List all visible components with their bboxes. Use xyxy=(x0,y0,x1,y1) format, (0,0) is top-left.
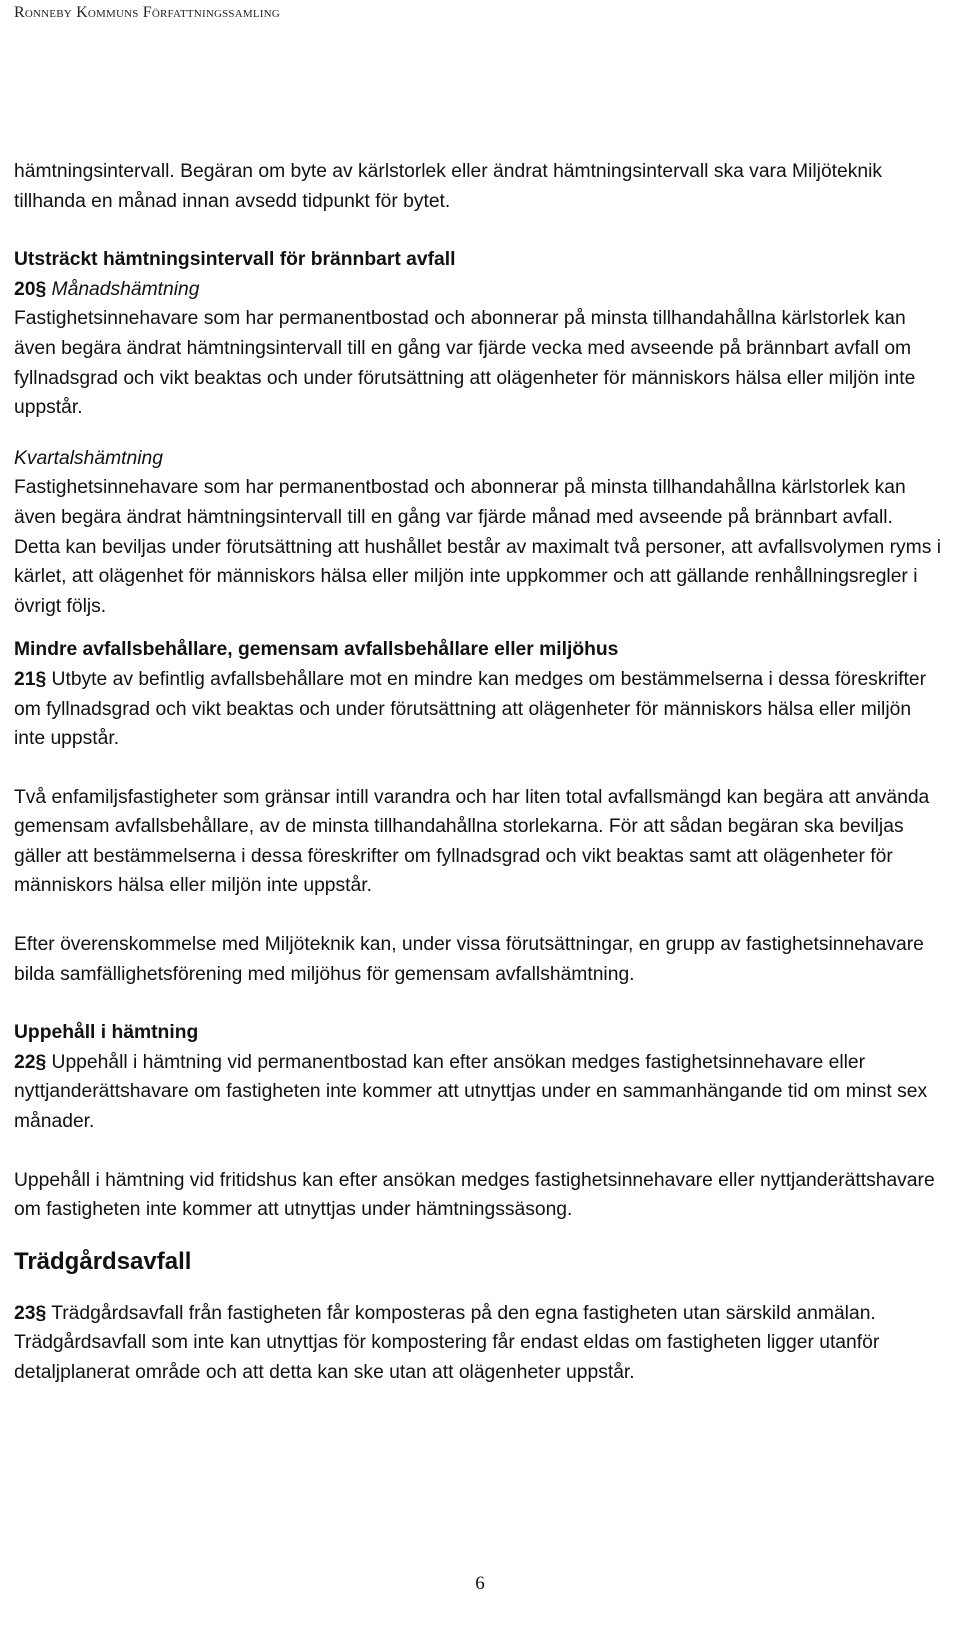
document-body xyxy=(14,157,944,1388)
paragraph-23-text: Trädgårdsavfall från fastigheten får komposteras på den egna fastigheten utan särskild anmälan. Trädgårdsavfall som inte kan utnyttjas för kompostering får endast eldas om fastigheten ligger utanför detaljplanerat område och att detta kan ske utan att olägenheter uppstår. xyxy=(14,1302,880,1383)
paragraph-21-text: Utbyte av befintlig avfallsbehållare mot en mindre kan medges om bestämmelserna i dessa föreskrifter om fyllnadsgrad och vikt beaktas och under förutsättning att olägenheter för människors hälsa eller miljön inte uppstår. xyxy=(14,668,927,750)
heading-utstrackt: Utsträckt hämtningsintervall för brännbart avfall xyxy=(14,249,456,271)
paragraph-enfamilj: Två enfamiljsfastigheter som gränsar intill varandra och har liten total avfallsmängd kan begära att använda gemensam avfallsbehållare, av de minsta tillhandahållna storlekarna. För att sådan begäran ska beviljas gäller att bestämmelserna i dessa föreskrifter om fyllnadsgrad och vikt beaktas samt att olägenheter för människors hälsa eller miljön inte uppstår. xyxy=(14,786,930,897)
paragraph-22 xyxy=(14,1048,944,1137)
paragraph-22-text: Uppehåll i hämtning vid permanentbostad kan efter ansökan medges fastighetsinnehavare eller nyttjanderättshavare om fastigheten inte kommer att utnyttjas under en sammanhängande tid om minst sex månader. xyxy=(14,1051,928,1133)
paragraph-23 xyxy=(14,1299,944,1388)
heading-tradgardsavfall: Trädgårdsavfall xyxy=(14,1247,192,1275)
heading-uppehall: Uppehåll i hämtning xyxy=(14,1022,199,1044)
document-header: Ronneby Kommuns Författningssamling xyxy=(14,4,280,21)
paragraph-20: Fastighetsinnehavare som har permanentbostad och abonnerar på minsta tillhandahållna kärlstorlek kan även begära ändrat hämtningsintervall till en gång var fjärde vecka med avseende på brännbart avfall om fyllnadsgrad och vikt beaktas och under förutsättning att olägenheter för människors hälsa eller miljön inte uppstår. xyxy=(14,308,916,419)
subheading-kvartalshamtning: Kvartalshämtning xyxy=(14,447,163,469)
paragraph-overenskommelse: Efter överenskommelse med Miljöteknik kan, under vissa förutsättningar, en grupp av fastighetsinnehavare bilda samfällighetsförening med miljöhus för gemensam avfallshämtning. xyxy=(14,934,924,985)
paragraph-21 xyxy=(14,665,944,754)
paragraph-fritidshus: Uppehåll i hämtning vid fritidshus kan efter ansökan medges fastighetsinnehavare eller nyttjanderättshavare om fastigheten inte kommer att utnyttjas under hämtningssäsong. xyxy=(14,1169,935,1221)
section-number-22: 22§ xyxy=(14,1051,47,1073)
intro-paragraph: hämtningsintervall. Begäran om byte av kärlstorlek eller ändrat hämtningsintervall ska vara Miljöteknik tillhanda en månad innan avsedd tidpunkt för bytet. xyxy=(14,161,883,212)
section-number-23: 23§ xyxy=(14,1302,47,1324)
paragraph-20-heading xyxy=(14,275,944,305)
page-number: 6 xyxy=(475,1573,485,1594)
paragraph-kvartal: Fastighetsinnehavare som har permanentbostad och abonnerar på minsta tillhandahållna kärlstorlek kan även begära ändrat hämtningsintervall till en gång var fjärde månad med avseende på brännbart avfall. Detta kan beviljas under förutsättning att hushållet består av maximalt två personer, att avfallsvolymen ryms i kärlet, att olägenhet för människors hälsa eller miljön inte uppkommer och att gällande renhållningsregler i övrigt följs. xyxy=(14,477,942,617)
subheading-manadshamtning: Månadshämtning xyxy=(51,278,200,300)
section-number-20: 20§ xyxy=(14,278,47,300)
heading-mindre: Mindre avfallsbehållare, gemensam avfallsbehållare eller miljöhus xyxy=(14,639,619,661)
section-number-21: 21§ xyxy=(14,668,47,690)
